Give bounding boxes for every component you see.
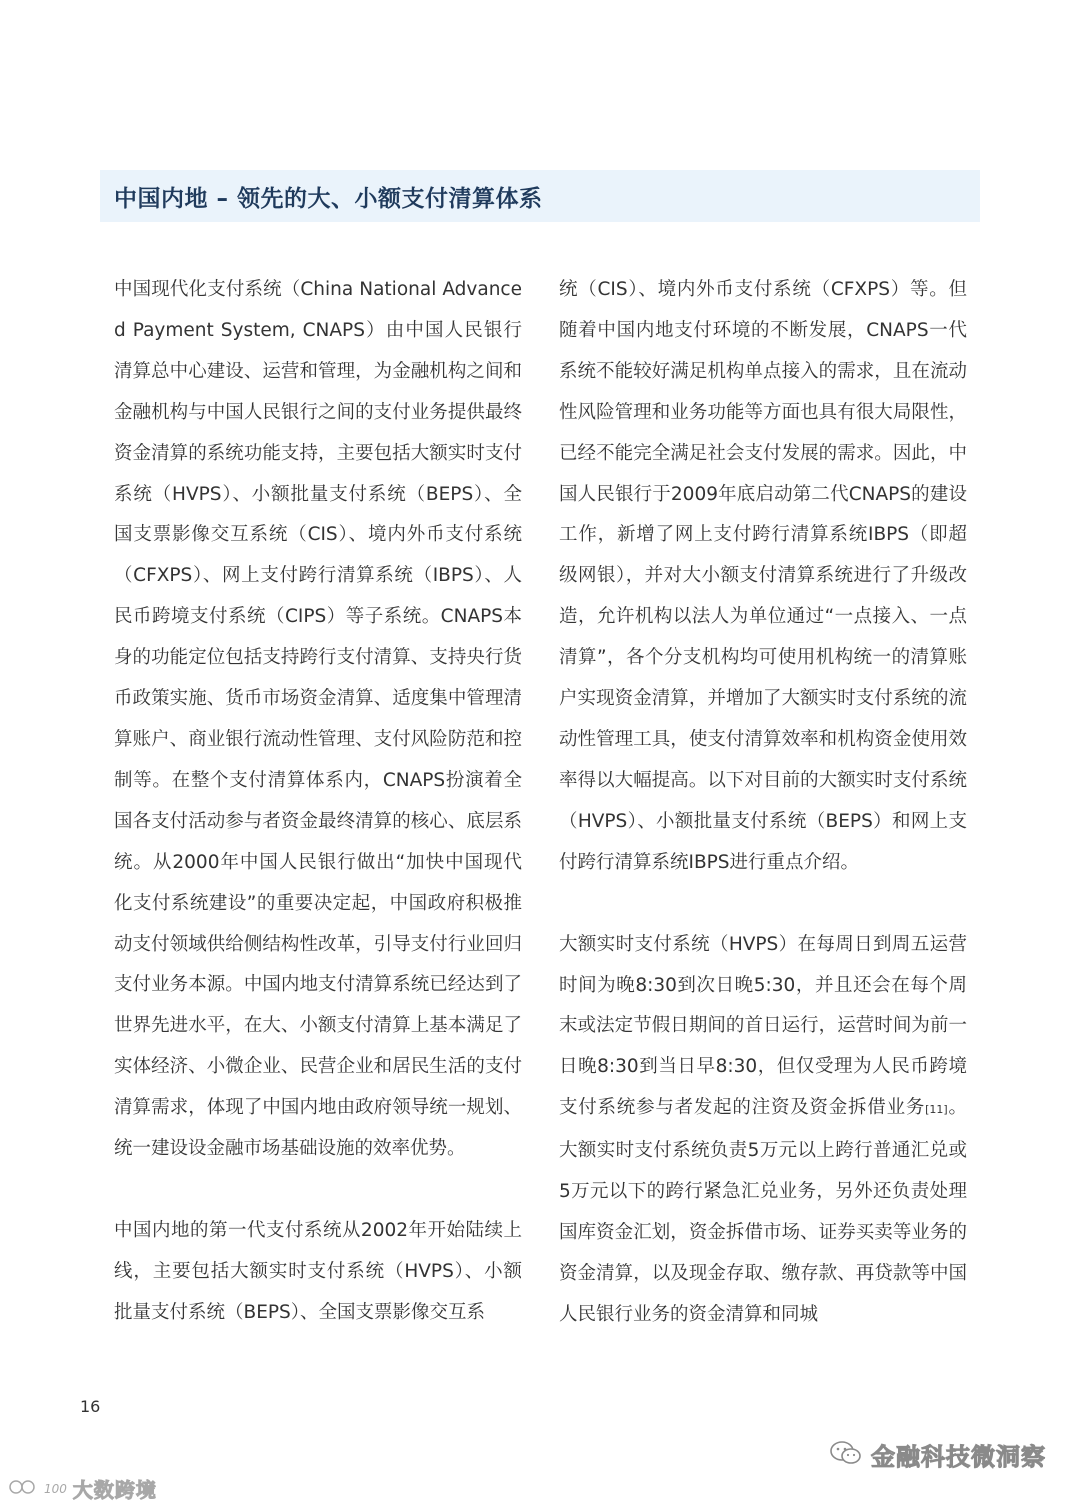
left-paragraph-1: 中国现代化支付系统（China National Advanced Payment System, CNAPS）由中国人民银行清算总中心建设、运营和管理，为金融机构之间和金融机构与中国人民银行之间的支付业务提供最终资金清算的系统功能支持，主要包括大额实时支付系统（HVPS）、小额批量支付系统（BEPS）、全国支票影像交互系统（CIS）、境内外币支付系统（CFXPS）、网上支付跨行清算系统（IBPS）、人民币跨境支付系统（CIPS）等子系统。CNAPS本身的功能定位包括支持跨行支付清算、支持央行货币政策实施、货币市场资金清算、适度集中管理清算账户、商业银行流动性管理、支付风险防范和控制等。在整个支付清算体系内，CNAPS扮演着全国各支付活动参与者资金最终清算的核心、底层系统。从2000年中国人民银行做出“加快中国现代化支付系统建设”的重要决定起，中国政府积极推动支付领域供给侧结构性改革，引导支付行业回归支付业务本源。中国内地支付清算系统已经达到了世界先进水平，在大、小额支付清算上基本满足了实体经济、小微企业、民营企业和居民生活的支付清算需求，体现了中国内地由政府领导统一规划、统一建设设金融市场基础设施的效率优势。 <box>114 279 522 1160</box>
wechat-icon <box>829 1439 863 1471</box>
page-number: 16 <box>80 1397 101 1416</box>
right-column <box>559 270 967 1336</box>
right-paragraph-1: 统（CIS）、境内外币支付系统（CFXPS）等。但随着中国内地支付环境的不断发展，CNAPS一代系统不能较好满足机构单点接入的需求，且在流动性风险管理和业务功能等方面也具有很大局限性，已经不能完全满足社会支付发展的需求。因此，中国人民银行于2009年底启动第二代CNAPS的建设工作，新增了网上支付跨行清算系统IBPS（即超级网银），并对大小额支付清算系统进行了升级改造，允许机构以法人为单位通过“一点接入、一点清算”，各个分支机构均可使用机构统一的清算账户实现资金清算，并增加了大额实时支付系统的流动性管理工具，使支付清算效率和机构资金使用效率得以大幅提高。以下对目前的大额实时支付系统（HVPS）、小额批量支付系统（BEPS）和网上支付跨行清算系统IBPS进行重点介绍。 <box>559 279 967 873</box>
watermark-right-name: 金融科技微洞察 <box>871 1443 1046 1471</box>
right-paragraph-2-text-a: 大额实时支付系统（HVPS）在每周日到周五运营时间为晚8:30到次日晚5:30，并且还会在每个周末或法定节假日期间的首日运行，运营时间为前一日晚8:30到当日早8:30，但仅受理为人民币跨境支付系统参与者发起的注资及资金拆借业务 <box>559 933 967 1119</box>
footnote-reference[interactable]: [11] <box>925 1103 948 1117</box>
watermark-right <box>829 1437 1046 1472</box>
left-column <box>114 270 522 1334</box>
right-paragraph-2 <box>559 925 967 1336</box>
left-paragraph-2: 中国内地的第一代支付系统从2002年开始陆续上线，主要包括大额实时支付系统（HVPS）、小额批量支付系统（BEPS）、全国支票影像交互系 <box>114 1219 522 1323</box>
section-banner <box>100 170 980 222</box>
watermark-logo-text: 100 <box>44 1481 67 1496</box>
watermark-left-name: 大数跨境 <box>72 1478 157 1502</box>
right-paragraph-2-text-b: 。大额实时支付系统负责5万元以上跨行普通汇兑或5万元以下的跨行紧急汇兑业务，另外还负责处理国库资金汇划，资金拆借市场、证券买卖等业务的资金清算，以及现金存取、缴存款、再贷款等中国人民银行业务的资金清算和同城 <box>559 1097 967 1325</box>
watermark-left <box>8 1474 157 1503</box>
section-title: 中国内地 – 领先的大、小额支付清算体系 <box>114 185 543 212</box>
watermark-logo-icon <box>8 1477 38 1501</box>
